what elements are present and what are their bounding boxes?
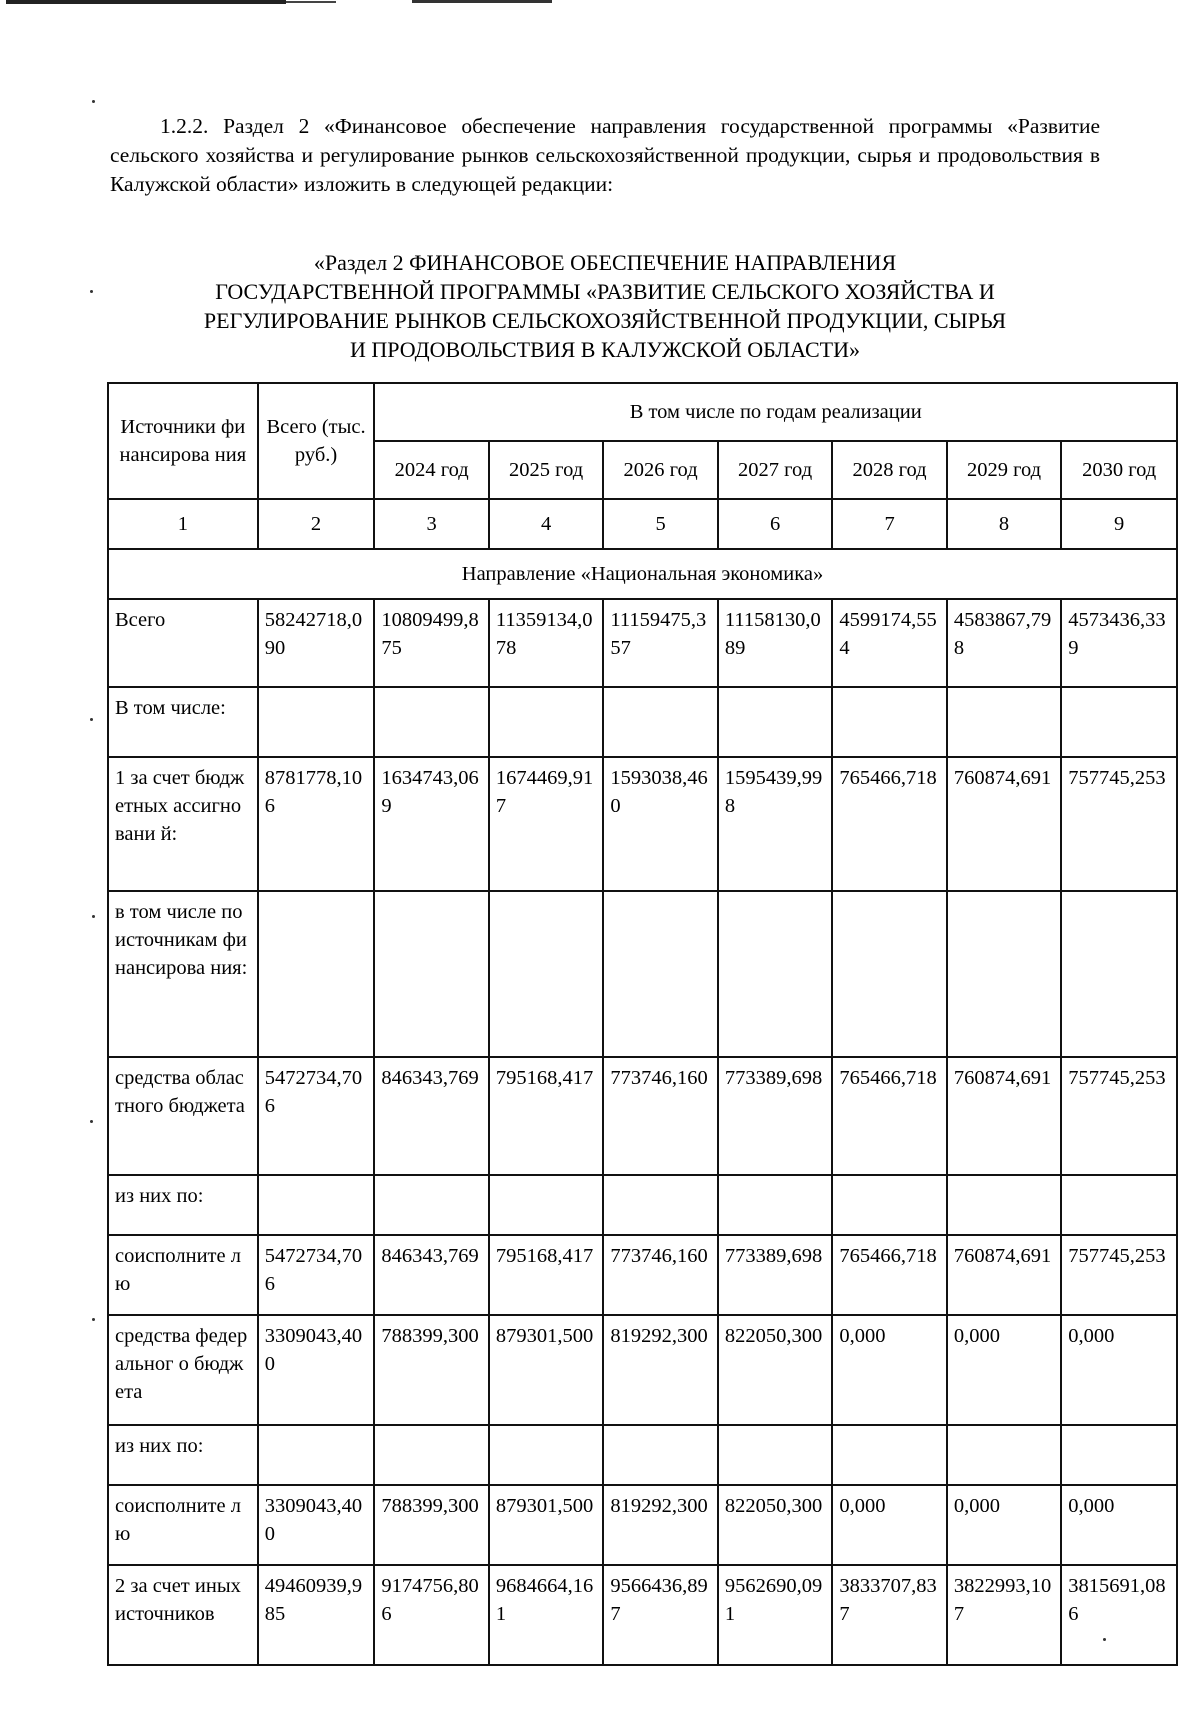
year-value-cell: 773389,698 xyxy=(718,1235,832,1315)
column-number: 9 xyxy=(1061,499,1177,549)
year-value-cell: 4599174,554 xyxy=(832,599,946,687)
year-value-cell: 11158130,089 xyxy=(718,599,832,687)
year-value-cell: 879301,500 xyxy=(489,1315,603,1425)
scan-speck xyxy=(92,915,95,918)
scan-speck xyxy=(90,290,93,293)
scan-speck xyxy=(1103,1638,1106,1641)
year-value-cell: 9684664,161 xyxy=(489,1565,603,1665)
row-total-cell: 3309043,400 xyxy=(258,1485,375,1565)
scan-artifact xyxy=(6,0,286,4)
column-number: 4 xyxy=(489,499,603,549)
year-value-cell xyxy=(603,891,717,1057)
year-value-cell: 760874,691 xyxy=(947,1235,1061,1315)
scan-artifact xyxy=(286,1,336,3)
year-value-cell: 0,000 xyxy=(947,1315,1061,1425)
year-value-cell: 0,000 xyxy=(1061,1485,1177,1565)
section-heading xyxy=(110,248,1100,364)
year-value-cell: 846343,769 xyxy=(374,1057,488,1175)
table-row xyxy=(108,687,1177,757)
year-value-cell xyxy=(947,1425,1061,1485)
year-value-cell: 0,000 xyxy=(832,1315,946,1425)
year-value-cell: 3815691,086 xyxy=(1061,1565,1177,1665)
table-row xyxy=(108,1315,1177,1425)
row-label: средства областного бюджета xyxy=(108,1057,258,1175)
table-row xyxy=(108,1425,1177,1485)
row-total-cell: 5472734,706 xyxy=(258,1235,375,1315)
header-year: 2030 год xyxy=(1061,441,1177,499)
year-value-cell xyxy=(1061,891,1177,1057)
table-row xyxy=(108,1057,1177,1175)
header-year: 2027 год xyxy=(718,441,832,499)
scan-top-edge xyxy=(0,0,1200,8)
year-value-cell: 773746,160 xyxy=(603,1057,717,1175)
year-value-cell: 879301,500 xyxy=(489,1485,603,1565)
year-value-cell: 757745,253 xyxy=(1061,1235,1177,1315)
year-value-cell: 773389,698 xyxy=(718,1057,832,1175)
row-total-cell: 5472734,706 xyxy=(258,1057,375,1175)
year-value-cell: 819292,300 xyxy=(603,1315,717,1425)
header-by-years: В том числе по годам реализации xyxy=(374,383,1177,441)
year-value-cell: 1593038,460 xyxy=(603,757,717,891)
row-total-cell: 58242718,090 xyxy=(258,599,375,687)
year-value-cell: 3833707,837 xyxy=(832,1565,946,1665)
year-value-cell: 822050,300 xyxy=(718,1485,832,1565)
year-value-cell xyxy=(947,891,1061,1057)
section-row xyxy=(108,549,1177,599)
header-total: Всего (тыс. руб.) xyxy=(258,383,375,499)
year-value-cell xyxy=(489,1175,603,1235)
year-value-cell xyxy=(1061,687,1177,757)
year-value-cell: 11359134,078 xyxy=(489,599,603,687)
year-value-cell: 9174756,806 xyxy=(374,1565,488,1665)
row-label: из них по: xyxy=(108,1425,258,1485)
year-value-cell: 1595439,998 xyxy=(718,757,832,891)
row-label: в том числе по источникам финансирова ния: xyxy=(108,891,258,1057)
row-total-cell xyxy=(258,1425,375,1485)
year-value-cell: 10809499,875 xyxy=(374,599,488,687)
year-value-cell xyxy=(1061,1175,1177,1235)
year-value-cell: 9566436,897 xyxy=(603,1565,717,1665)
row-total-cell: 3309043,400 xyxy=(258,1315,375,1425)
year-value-cell: 757745,253 xyxy=(1061,757,1177,891)
row-label: из них по: xyxy=(108,1175,258,1235)
year-value-cell: 757745,253 xyxy=(1061,1057,1177,1175)
year-value-cell: 795168,417 xyxy=(489,1057,603,1175)
year-value-cell xyxy=(603,1175,717,1235)
year-value-cell: 1634743,069 xyxy=(374,757,488,891)
table-row xyxy=(108,1175,1177,1235)
heading-line: И ПРОДОВОЛЬСТВИЯ В КАЛУЖСКОЙ ОБЛАСТИ» xyxy=(350,337,860,362)
year-value-cell xyxy=(374,1175,488,1235)
row-label: В том числе: xyxy=(108,687,258,757)
heading-line: РЕГУЛИРОВАНИЕ РЫНКОВ СЕЛЬСКОХОЗЯЙСТВЕННОЙ ПРОДУКЦИИ, СЫРЬЯ xyxy=(203,308,1007,333)
column-number: 3 xyxy=(374,499,488,549)
year-value-cell xyxy=(832,687,946,757)
row-total-cell xyxy=(258,687,375,757)
intro-text: 1.2.2. Раздел 2 «Финансовое обеспечение направления государственной программы «Развитие сельского хозяйства и регулирование рынков сельскохозяйственной продукции, сырья и продовольствия в Калужской области» изложить в следующей редакции: xyxy=(110,114,1100,196)
scan-speck xyxy=(90,1120,93,1123)
row-label: средства федеральног о бюджета xyxy=(108,1315,258,1425)
year-value-cell: 760874,691 xyxy=(947,1057,1061,1175)
column-number: 6 xyxy=(718,499,832,549)
table-row xyxy=(108,757,1177,891)
scan-speck xyxy=(90,718,93,721)
financing-table xyxy=(107,382,1178,1666)
year-value-cell: 822050,300 xyxy=(718,1315,832,1425)
year-value-cell xyxy=(947,687,1061,757)
header-sources: Источники финансирова ния xyxy=(108,383,258,499)
year-value-cell: 4583867,798 xyxy=(947,599,1061,687)
row-label: Всего xyxy=(108,599,258,687)
section-title: Направление «Национальная экономика» xyxy=(108,549,1177,599)
year-value-cell: 9562690,091 xyxy=(718,1565,832,1665)
row-label: соисполните лю xyxy=(108,1485,258,1565)
column-number: 8 xyxy=(947,499,1061,549)
year-value-cell xyxy=(832,1175,946,1235)
year-value-cell: 0,000 xyxy=(947,1485,1061,1565)
column-number: 5 xyxy=(603,499,717,549)
year-value-cell xyxy=(374,687,488,757)
year-value-cell xyxy=(718,891,832,1057)
table-row xyxy=(108,1235,1177,1315)
year-value-cell: 760874,691 xyxy=(947,757,1061,891)
year-value-cell: 773746,160 xyxy=(603,1235,717,1315)
year-value-cell: 788399,300 xyxy=(374,1315,488,1425)
header-year: 2029 год xyxy=(947,441,1061,499)
column-number: 1 xyxy=(108,499,258,549)
scan-speck xyxy=(92,100,95,103)
year-value-cell xyxy=(489,687,603,757)
year-value-cell: 788399,300 xyxy=(374,1485,488,1565)
year-value-cell: 3822993,107 xyxy=(947,1565,1061,1665)
row-total-cell xyxy=(258,1175,375,1235)
year-value-cell: 795168,417 xyxy=(489,1235,603,1315)
row-label: 2 за счет иных источников xyxy=(108,1565,258,1665)
table-row xyxy=(108,1485,1177,1565)
year-value-cell xyxy=(718,1425,832,1485)
scan-artifact xyxy=(412,0,552,3)
year-value-cell: 846343,769 xyxy=(374,1235,488,1315)
header-year: 2024 год xyxy=(374,441,488,499)
column-number: 7 xyxy=(832,499,946,549)
year-value-cell xyxy=(374,1425,488,1485)
header-year: 2028 год xyxy=(832,441,946,499)
year-value-cell: 765466,718 xyxy=(832,1235,946,1315)
year-value-cell: 0,000 xyxy=(832,1485,946,1565)
row-label: соисполните лю xyxy=(108,1235,258,1315)
scan-speck xyxy=(92,1318,95,1321)
year-value-cell xyxy=(718,1175,832,1235)
year-value-cell xyxy=(603,1425,717,1485)
year-value-cell xyxy=(947,1175,1061,1235)
table-row xyxy=(108,1565,1177,1665)
column-number-row xyxy=(108,499,1177,549)
header-year: 2026 год xyxy=(603,441,717,499)
year-value-cell: 0,000 xyxy=(1061,1315,1177,1425)
year-value-cell xyxy=(1061,1425,1177,1485)
column-number: 2 xyxy=(258,499,375,549)
intro-paragraph xyxy=(110,112,1100,199)
year-value-cell: 819292,300 xyxy=(603,1485,717,1565)
year-value-cell xyxy=(832,1425,946,1485)
year-value-cell xyxy=(603,687,717,757)
year-value-cell xyxy=(489,1425,603,1485)
table-row xyxy=(108,599,1177,687)
year-value-cell: 4573436,339 xyxy=(1061,599,1177,687)
row-total-cell: 8781778,106 xyxy=(258,757,375,891)
year-value-cell: 11159475,357 xyxy=(603,599,717,687)
year-value-cell: 765466,718 xyxy=(832,757,946,891)
row-label: 1 за счет бюджетных ассигновани й: xyxy=(108,757,258,891)
year-value-cell xyxy=(832,891,946,1057)
table-row xyxy=(108,891,1177,1057)
row-total-cell: 49460939,985 xyxy=(258,1565,375,1665)
year-value-cell: 1674469,917 xyxy=(489,757,603,891)
row-total-cell xyxy=(258,891,375,1057)
year-value-cell: 765466,718 xyxy=(832,1057,946,1175)
year-value-cell xyxy=(718,687,832,757)
year-value-cell xyxy=(489,891,603,1057)
heading-line: «Раздел 2 ФИНАНСОВОЕ ОБЕСПЕЧЕНИЕ НАПРАВЛЕНИЯ xyxy=(313,250,897,275)
year-value-cell xyxy=(374,891,488,1057)
table-header-row xyxy=(108,383,1177,441)
header-year: 2025 год xyxy=(489,441,603,499)
heading-line: ГОСУДАРСТВЕННОЙ ПРОГРАММЫ «РАЗВИТИЕ СЕЛЬСКОГО ХОЗЯЙСТВА И xyxy=(215,279,995,304)
